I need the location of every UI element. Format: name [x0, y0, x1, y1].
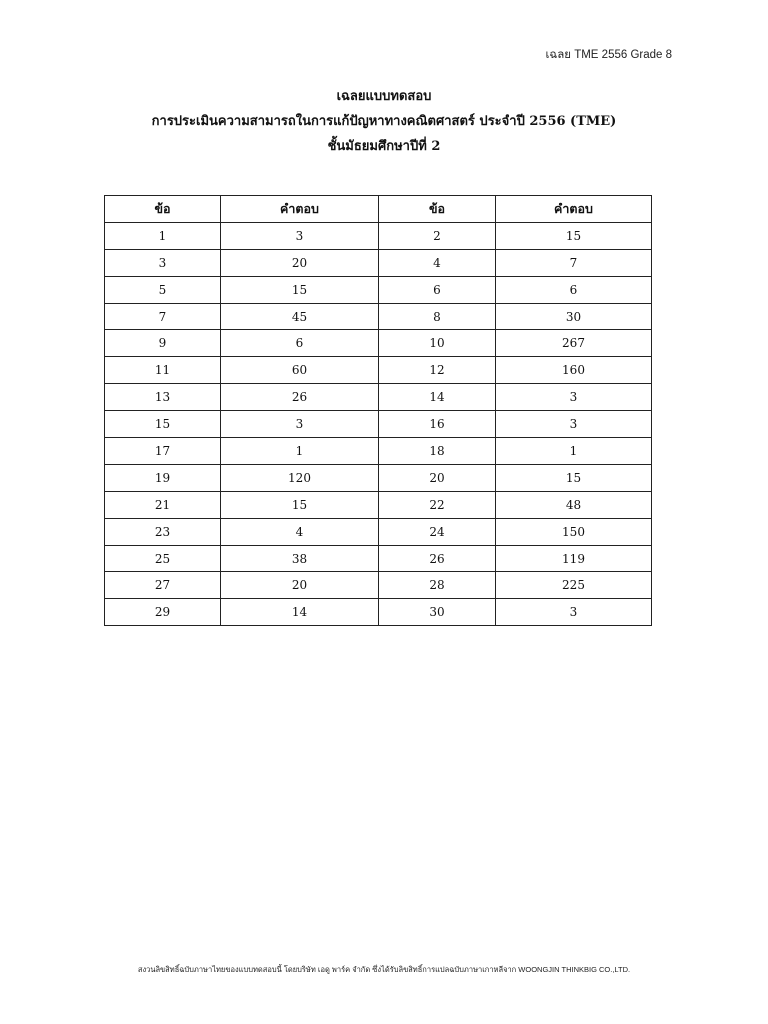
answer-value: 45	[221, 303, 379, 330]
question-number: 1	[105, 222, 221, 249]
table-row	[105, 357, 652, 384]
answer-value: 150	[496, 518, 652, 545]
answer-value: 14	[221, 599, 379, 626]
question-number: 29	[105, 599, 221, 626]
question-number: 30	[379, 599, 496, 626]
question-number: 9	[105, 330, 221, 357]
table-row	[105, 276, 652, 303]
question-number: 27	[105, 572, 221, 599]
question-number: 12	[379, 357, 496, 384]
table-row	[105, 599, 652, 626]
answer-value: 3	[496, 411, 652, 438]
table-row	[105, 222, 652, 249]
question-number: 4	[379, 249, 496, 276]
question-number: 13	[105, 384, 221, 411]
question-number: 26	[379, 545, 496, 572]
question-number: 23	[105, 518, 221, 545]
question-number: 2	[379, 222, 496, 249]
title-block	[0, 84, 768, 159]
answer-value: 1	[221, 438, 379, 465]
answer-value: 20	[221, 572, 379, 599]
question-number: 24	[379, 518, 496, 545]
question-number: 18	[379, 438, 496, 465]
question-number: 7	[105, 303, 221, 330]
question-number: 14	[379, 384, 496, 411]
answer-value: 3	[496, 384, 652, 411]
question-number: 28	[379, 572, 496, 599]
question-number: 11	[105, 357, 221, 384]
question-number: 16	[379, 411, 496, 438]
exam-name-title: การประเมินความสามารถในการแก้ปัญหาทางคณิตศาสตร์ ประจำปี 2556 (TME)	[151, 114, 617, 129]
table-row	[105, 411, 652, 438]
table-row	[105, 491, 652, 518]
answer-value: 15	[496, 464, 652, 491]
question-number: 10	[379, 330, 496, 357]
answer-value: 6	[221, 330, 379, 357]
answer-value: 3	[221, 222, 379, 249]
answer-value: 6	[496, 276, 652, 303]
answer-value: 160	[496, 357, 652, 384]
answer-value: 3	[496, 599, 652, 626]
column-header-question: ข้อ	[105, 196, 221, 223]
table-row	[105, 303, 652, 330]
question-number: 5	[105, 276, 221, 303]
question-number: 3	[105, 249, 221, 276]
answer-value: 7	[496, 249, 652, 276]
answer-value: 225	[496, 572, 652, 599]
question-number: 17	[105, 438, 221, 465]
answer-value: 30	[496, 303, 652, 330]
question-number: 21	[105, 491, 221, 518]
answer-value: 15	[221, 276, 379, 303]
table-row	[105, 384, 652, 411]
table-row	[105, 330, 652, 357]
answer-table	[104, 195, 652, 626]
page-header: เฉลย TME 2556 Grade 8	[545, 49, 672, 61]
answer-value: 119	[496, 545, 652, 572]
question-number: 20	[379, 464, 496, 491]
grade-level-title: ชั้นมัธยมศึกษาปีที่ 2	[327, 139, 441, 154]
answer-value: 60	[221, 357, 379, 384]
table-row	[105, 545, 652, 572]
question-number: 8	[379, 303, 496, 330]
column-header-question: ข้อ	[379, 196, 496, 223]
table-row	[105, 518, 652, 545]
answer-key-title: เฉลยแบบทดสอบ	[336, 89, 432, 104]
answer-value: 38	[221, 545, 379, 572]
question-number: 15	[105, 411, 221, 438]
question-number: 19	[105, 464, 221, 491]
answer-value: 1	[496, 438, 652, 465]
column-header-answer: คำตอบ	[496, 196, 652, 223]
table-header-row	[105, 196, 652, 223]
question-number: 6	[379, 276, 496, 303]
table-row	[105, 464, 652, 491]
question-number: 22	[379, 491, 496, 518]
table-row	[105, 438, 652, 465]
table-row	[105, 572, 652, 599]
answer-value: 48	[496, 491, 652, 518]
answer-value: 26	[221, 384, 379, 411]
question-number: 25	[105, 545, 221, 572]
answer-value: 3	[221, 411, 379, 438]
answer-value: 4	[221, 518, 379, 545]
answer-value: 20	[221, 249, 379, 276]
answer-value: 120	[221, 464, 379, 491]
answer-value: 267	[496, 330, 652, 357]
answer-value: 15	[496, 222, 652, 249]
table-row	[105, 249, 652, 276]
copyright-footer: สงวนลิขสิทธิ์ฉบับภาษาไทยของแบบทดสอบนี้ โดยบริษัท เอดู พาร์ค จำกัด ซึ่งได้รับลิขสิทธิ์การแปลฉบับภาษาเกาหลีจาก WOONGJIN THINKBIG CO.,LTD.	[137, 965, 631, 974]
column-header-answer: คำตอบ	[221, 196, 379, 223]
answer-value: 15	[221, 491, 379, 518]
